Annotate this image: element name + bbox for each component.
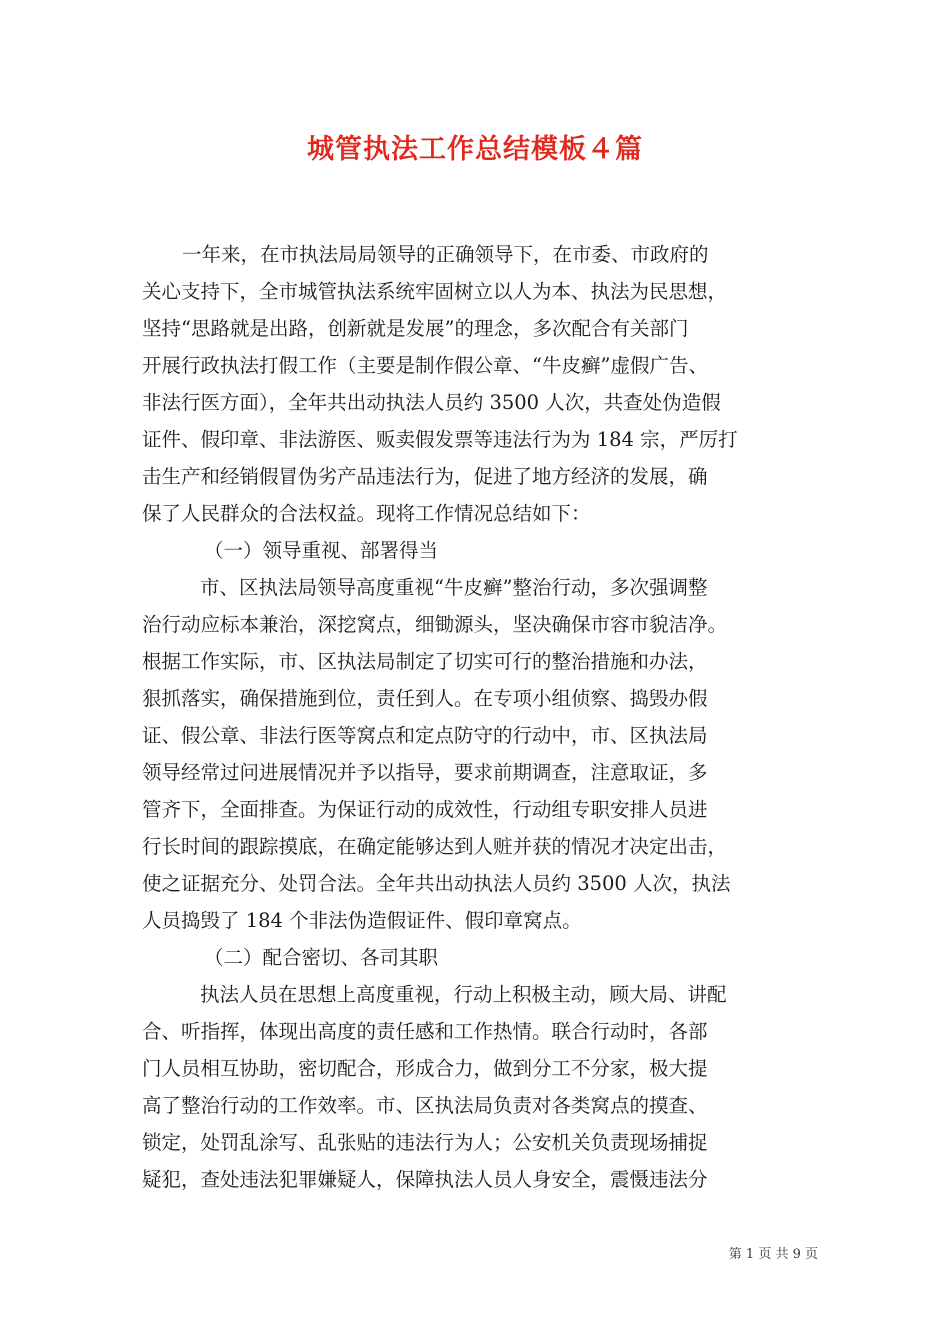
text-line: 证件、假印章、非法游医、贩卖假发票等违法行为为 184 宗，严厉打 bbox=[142, 428, 738, 451]
text-line: 锁定，处罚乱涂写、乱张贴的违法行为人；公安机关负责现场捕捉 bbox=[142, 1131, 708, 1154]
text-line: 行长时间的跟踪摸底，在确定能够达到人赃并获的情况才决定出击， bbox=[142, 835, 728, 858]
text-line: 合、听指挥，体现出高度的责任感和工作热情。联合行动时，各部 bbox=[142, 1020, 708, 1043]
text-line: 使之证据充分、处罚合法。全年共出动执法人员约 3500 人次，执法 bbox=[142, 872, 731, 895]
text-line: 保了人民群众的合法权益。现将工作情况总结如下： bbox=[142, 502, 591, 525]
text-line: 门人员相互协助，密切配合，形成合力，做到分工不分家，极大提 bbox=[142, 1057, 708, 1080]
document-body bbox=[142, 236, 810, 1198]
text-line: 人员捣毁了 184 个非法伪造假证件、假印章窝点。 bbox=[142, 909, 582, 932]
text-line: 关心支持下，全市城管执法系统牢固树立以人为本、执法为民思想， bbox=[142, 280, 728, 303]
document-title: 城管执法工作总结模板４篇 bbox=[307, 134, 643, 165]
text-line: 击生产和经销假冒伪劣产品违法行为，促进了地方经济的发展，确 bbox=[142, 465, 708, 488]
text-line: 非法行医方面），全年共出动执法人员约 3500 人次，共查处伪造假 bbox=[142, 391, 721, 414]
text-line: 疑犯，查处违法犯罪嫌疑人，保障执法人员人身安全，震慑违法分 bbox=[142, 1168, 708, 1191]
text-line: 坚持“思路就是出路，创新就是发展”的理念，多次配合有关部门 bbox=[142, 317, 689, 340]
section-heading: （一）领导重视、部署得当 bbox=[204, 539, 439, 562]
text-line: 领导经常过问进展情况并予以指导，要求前期调查，注意取证，多 bbox=[142, 761, 708, 784]
text-line: 证、假公章、非法行医等窝点和定点防守的行动中，市、区执法局 bbox=[142, 724, 708, 747]
text-line: 市、区执法局领导高度重视“牛皮癣”整治行动，多次强调整 bbox=[200, 576, 708, 599]
page-number: 第 1 页 共 9 页 bbox=[728, 1247, 818, 1262]
text-line: 狠抓落实，确保措施到位，责任到人。在专项小组侦察、捣毁办假 bbox=[142, 687, 708, 710]
text-line: 管齐下，全面排查。为保证行动的成效性，行动组专职安排人员进 bbox=[142, 798, 708, 821]
text-line: 开展行政执法打假工作（主要是制作假公章、“牛皮癣”虚假广告、 bbox=[142, 354, 708, 377]
text-line: 一年来，在市执法局局领导的正确领导下，在市委、市政府的 bbox=[182, 243, 709, 266]
section-heading: （二）配合密切、各司其职 bbox=[204, 946, 439, 969]
text-line: 高了整治行动的工作效率。市、区执法局负责对各类窝点的摸查、 bbox=[142, 1094, 708, 1117]
text-line: 根据工作实际，市、区执法局制定了切实可行的整治措施和办法， bbox=[142, 650, 708, 673]
text-line: 治行动应标本兼治，深挖窝点，细锄源头，坚决确保市容市貌洁净。 bbox=[142, 613, 728, 636]
text-line: 执法人员在思想上高度重视，行动上积极主动，顾大局、讲配 bbox=[200, 983, 727, 1006]
